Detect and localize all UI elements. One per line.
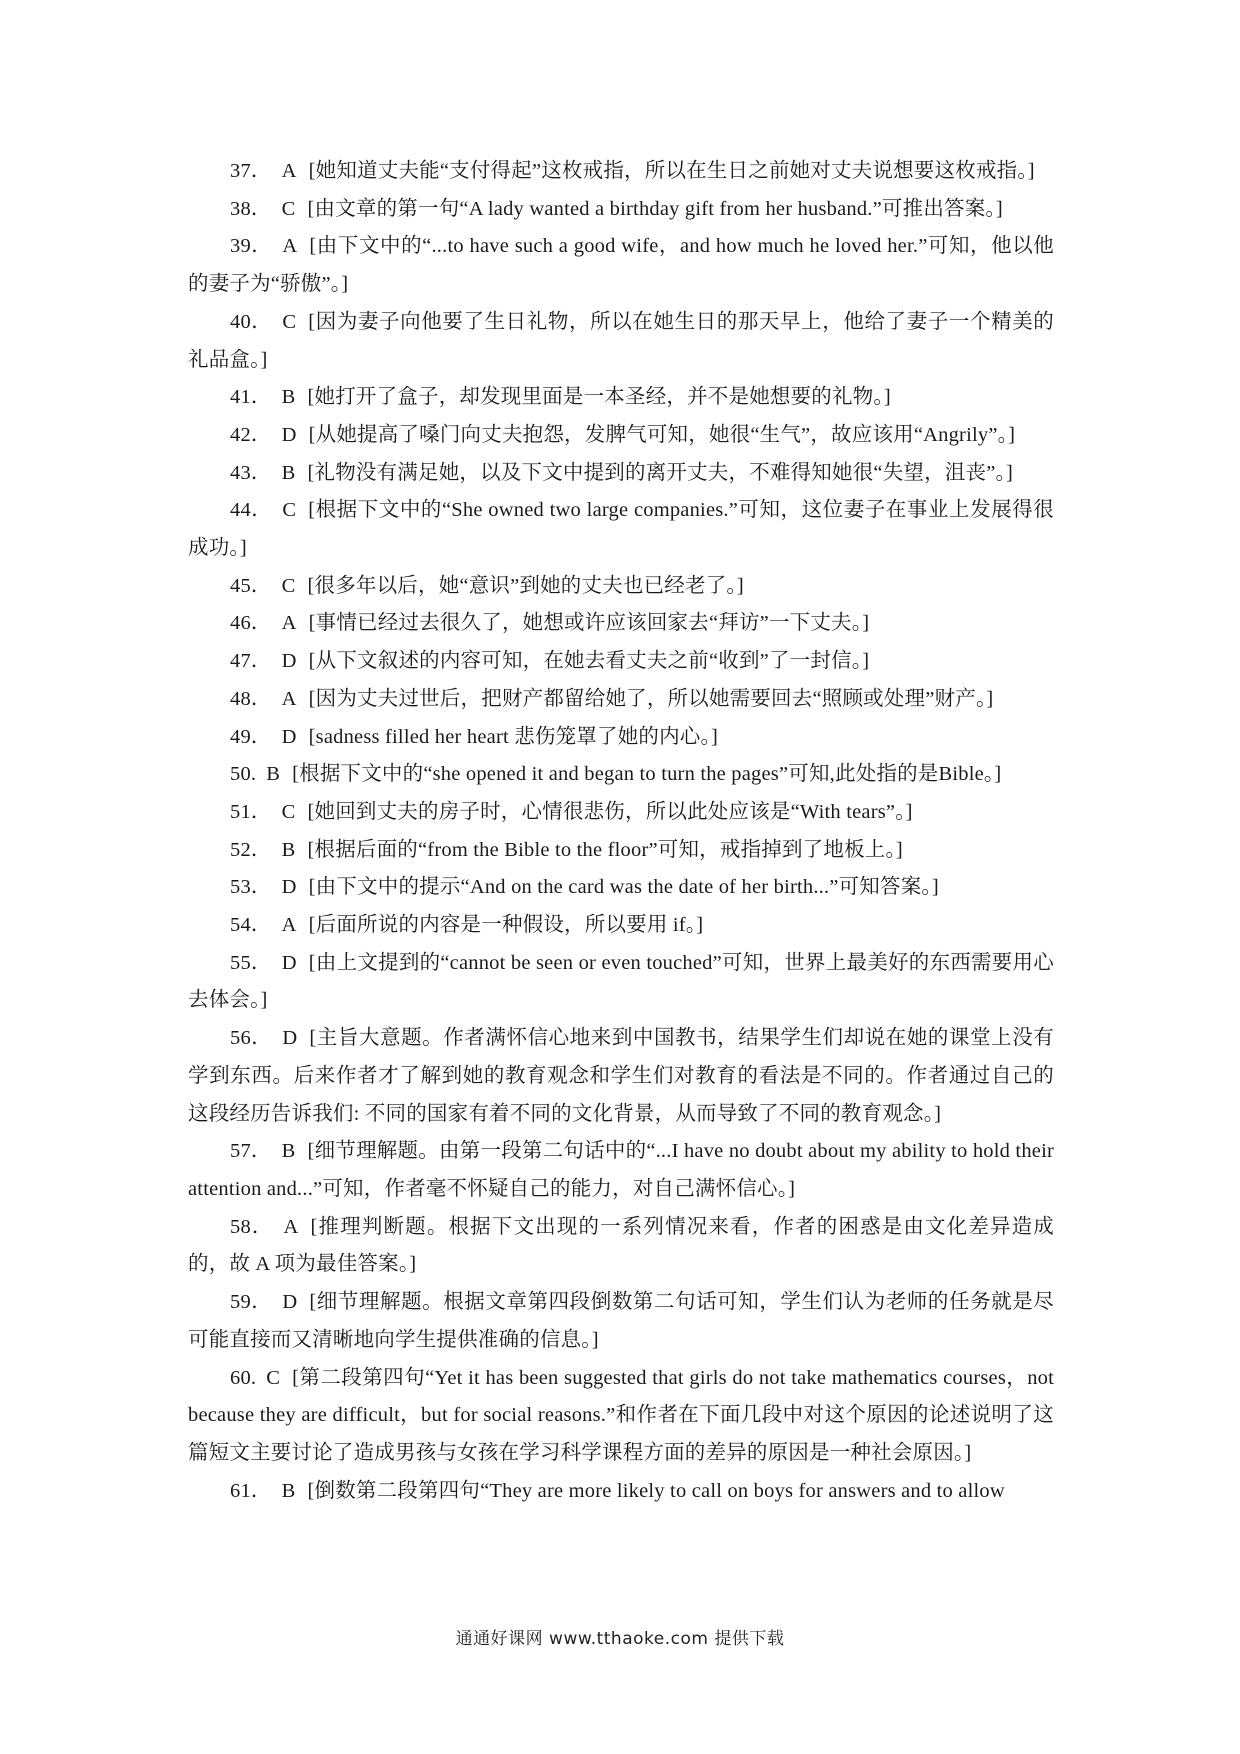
answer-letter: A xyxy=(281,160,297,182)
answer-letter: B xyxy=(266,763,281,786)
answer-letter: C xyxy=(266,1366,281,1389)
answer-letter: C xyxy=(281,800,296,823)
answer-item xyxy=(188,719,1054,757)
explanation-text: [细节理解题。根据文章第四段倒数第二句话可知，学生们认为老师的任务就是尽可能直接而又清晰地向学生提供准确的信息。] xyxy=(188,1291,1054,1351)
answer-letter: B xyxy=(281,1479,296,1502)
explanation-text: [因为丈夫过世后，把财产都留给她了，所以她需要回去“照顾或处理”财产。] xyxy=(308,687,994,710)
explanation-text: [后面所说的内容是一种假设，所以要用 if。] xyxy=(308,914,704,937)
explanation-text: [倒数第二段第四句“They are more likely to call on boys for answers and to allow xyxy=(307,1479,1005,1502)
explanation-text: [根据下文中的“She owned two large companies.”可知，这位妻子在事业上发展得很成功。] xyxy=(188,499,1054,560)
answer-item xyxy=(188,455,1054,493)
answer-item xyxy=(188,756,1054,794)
answer-item xyxy=(188,304,1054,379)
question-number: 39． xyxy=(230,235,273,258)
question-number: 41． xyxy=(230,386,272,409)
page-footer: 通通好课网 www.tthaoke.com 提供下载 xyxy=(455,1629,785,1649)
answer-letter: B xyxy=(281,1140,296,1163)
question-number: 61． xyxy=(230,1479,272,1502)
answer-item xyxy=(188,492,1054,567)
explanation-text: [她回到丈夫的房子时，心情很悲伤，所以此处应该是“With tears”。] xyxy=(307,800,913,823)
answer-item xyxy=(188,379,1054,417)
answer-letter: C xyxy=(281,197,296,220)
explanation-text: [由下文中的提示“And on the card was the date of her birth...”可知答案。] xyxy=(308,876,939,899)
answer-letter: A xyxy=(283,1215,299,1238)
question-number: 47． xyxy=(230,650,272,673)
explanation-text: [根据后面的“from the Bible to the floor”可知，戒指掉到了地板上。] xyxy=(307,838,903,861)
answer-item xyxy=(188,568,1054,606)
explanation-text: [她知道丈夫能“支付得起”这枚戒指，所以在生日之前她对丈夫说想要这枚戒指。] xyxy=(308,160,1035,182)
answer-item xyxy=(188,945,1054,1020)
answer-item xyxy=(188,1133,1054,1208)
answer-item xyxy=(188,228,1054,303)
answer-letter: B xyxy=(281,461,296,484)
answer-item xyxy=(188,794,1054,832)
explanation-text: [主旨大意题。作者满怀信心地来到中国教书，结果学生们却说在她的课堂上没有学到东西。后来作者才了解到她的教育观念和学生们对教育的看法是不同的。作者通过自己的这段经历告诉我们: 不同的国家有着不同的文化背景，从而导致了不同的教育观念。] xyxy=(188,1027,1054,1125)
question-number: 56． xyxy=(230,1027,273,1050)
question-number: 54． xyxy=(230,914,272,937)
explanation-text: [事情已经过去很久了，她想或许应该回家去“拜访”一下丈夫。] xyxy=(308,612,870,635)
answer-letter: D xyxy=(282,1027,298,1050)
question-number: 58． xyxy=(230,1215,274,1238)
answer-item xyxy=(188,153,1054,191)
answer-letter: D xyxy=(281,725,297,748)
question-number: 48． xyxy=(230,687,272,710)
answer-letter: B xyxy=(281,838,296,861)
answer-item xyxy=(188,907,1054,945)
explanation-text: [第二段第四句“Yet it has been suggested that girls do not take mathematics courses，not because they are difficult，but for social reasons.”和作者在下面几段中对这个原因的论述说明了这篇短文主要讨论了造成男孩与女孩在学习科学课程方面的差异的原因是一种社会原因。] xyxy=(188,1366,1054,1464)
explanation-text: [很多年以后，她“意识”到她的丈夫也已经老了。] xyxy=(307,574,744,597)
explanation-text: [由下文中的“...to have such a good wife，and how much he loved her.”可知，他以他的妻子为“骄傲”。] xyxy=(188,235,1054,296)
answer-item xyxy=(188,1284,1054,1359)
explanation-text: [因为妻子向他要了生日礼物，所以在她生日的那天早上，他给了妻子一个精美的礼品盒。] xyxy=(188,310,1054,371)
question-number: 60. xyxy=(230,1366,257,1389)
answer-item xyxy=(188,681,1054,719)
answer-item xyxy=(188,1020,1054,1133)
answer-letter: A xyxy=(282,235,298,258)
explanation-text: [推理判断题。根据下文出现的一系列情况来看，作者的困惑是由文化差异造成的，故 A 项为最佳答案。] xyxy=(188,1215,1054,1276)
answer-item xyxy=(188,832,1054,870)
answer-item xyxy=(188,1209,1054,1284)
answer-item xyxy=(188,605,1054,643)
question-number: 43． xyxy=(230,461,272,484)
question-number: 57． xyxy=(230,1140,272,1163)
answer-letter: D xyxy=(281,876,297,899)
question-number: 45． xyxy=(230,574,272,597)
answer-item xyxy=(188,869,1054,907)
explanation-text: [由上文提到的“cannot be seen or even touched”可知，世界上最美好的东西需要用心去体会。] xyxy=(188,951,1054,1012)
explanation-text: [由文章的第一句“A lady wanted a birthday gift from her husband.”可推出答案。] xyxy=(307,197,1003,220)
answer-letter: C xyxy=(282,499,297,522)
answer-item xyxy=(188,191,1054,229)
explanation-text: [根据下文中的“she opened it and began to turn the pages”可知,此处指的是Bible。] xyxy=(292,763,1002,786)
answer-letter: D xyxy=(281,951,297,974)
question-number: 42． xyxy=(230,423,272,446)
explanation-text: [从她提高了嗓门向丈夫抱怨，发脾气可知，她很“生气”，故应该用“Angrily”。] xyxy=(308,423,1016,446)
answer-letter: D xyxy=(282,1291,298,1314)
question-number: 44． xyxy=(230,499,273,522)
answer-letter: A xyxy=(281,914,297,937)
explanation-text: [从下文叙述的内容可知，在她去看丈夫之前“收到”了一封信。] xyxy=(308,650,870,673)
question-number: 50. xyxy=(230,763,257,786)
answer-letter: D xyxy=(281,423,297,446)
question-number: 55． xyxy=(230,951,272,974)
answer-letter: B xyxy=(281,386,296,409)
explanation-text: [礼物没有满足她，以及下文中提到的离开丈夫，不难得知她很“失望，沮丧”。] xyxy=(307,461,1013,484)
explanation-text: [细节理解题。由第一段第二句话中的“...I have no doubt about my ability to hold their attention and...”可知，作者毫不怀疑自己的能力，对自己满怀信心。] xyxy=(188,1140,1054,1200)
question-number: 49． xyxy=(230,725,272,748)
answer-letter: C xyxy=(281,574,296,597)
answer-item xyxy=(188,1360,1054,1473)
answer-item xyxy=(188,643,1054,681)
question-number: 59． xyxy=(230,1291,273,1314)
question-number: 37． xyxy=(230,160,272,182)
answer-item xyxy=(188,1473,1054,1511)
explanation-text: [sadness filled her heart 悲伤笼罩了她的内心。] xyxy=(308,725,718,748)
question-number: 40． xyxy=(230,310,273,333)
question-number: 51． xyxy=(230,800,272,823)
answer-letter: C xyxy=(282,310,297,333)
question-number: 52． xyxy=(230,838,272,861)
question-number: 38． xyxy=(230,197,272,220)
question-number: 46． xyxy=(230,612,272,635)
answer-letter: D xyxy=(281,650,297,673)
answer-explanations xyxy=(188,153,1054,1510)
explanation-text: [她打开了盒子，却发现里面是一本圣经，并不是她想要的礼物。] xyxy=(307,386,891,409)
answer-item xyxy=(188,417,1054,455)
answer-letter: A xyxy=(281,687,297,710)
question-number: 53． xyxy=(230,876,272,899)
answer-letter: A xyxy=(281,612,297,635)
